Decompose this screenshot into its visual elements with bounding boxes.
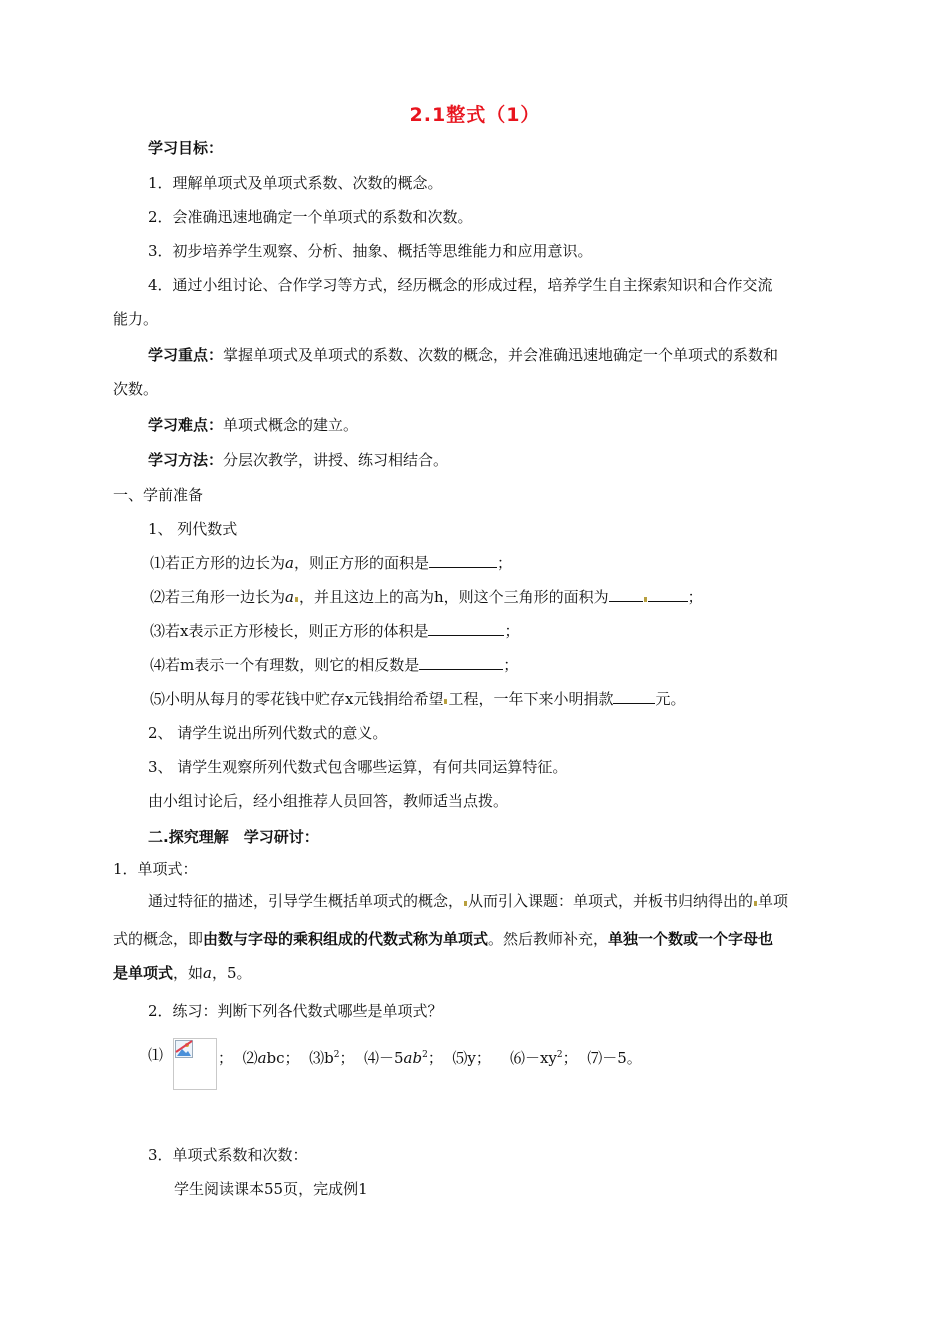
exercise-7: ⑺－5。 (587, 1049, 642, 1067)
monomial-paragraph-line2 (113, 928, 773, 950)
exercise-4-var: ab (403, 1049, 423, 1067)
section2-item1: 1．单项式： (113, 860, 198, 878)
question-3 (150, 620, 519, 642)
section1-sub2: 2、 请学生说出所列代数式的意义。 (148, 724, 388, 742)
objectives-heading: 学习目标： (148, 139, 224, 157)
page-title: 2.1整式（1） (409, 104, 541, 126)
question-5-tail: 元。 (655, 690, 686, 708)
exercise-2-var: a (257, 1049, 267, 1067)
monomial-paragraph-line3 (113, 962, 252, 984)
p3-var: a (203, 964, 212, 982)
exercise-2-end: bc； (266, 1049, 300, 1067)
difficulty-label: 学习难点： (148, 416, 224, 434)
exercise-5: ⑸y； (452, 1049, 491, 1067)
question-5-text-a: ⑸小明从每月的零花钱中贮存x元钱捐给希望 (150, 690, 444, 708)
exercise-4-end: ； (427, 1049, 443, 1067)
p2-a: 式的概念，即 (113, 930, 204, 948)
objective-3: 3．初步培养学生观察、分析、抽象、概括等思维能力和应用意识。 (148, 242, 593, 260)
exercise-3-sup: 2 (333, 1050, 340, 1060)
exercise-6: ⑹－xy (509, 1049, 557, 1067)
p3-b: ，5。 (211, 964, 252, 982)
exercise-list (218, 1044, 642, 1069)
question-4-tail: ； (503, 656, 519, 674)
edit-mark (754, 901, 757, 906)
exercise-2: ⑵ (242, 1049, 258, 1067)
answer-blank-2a[interactable] (609, 587, 643, 602)
objective-1: 1．理解单项式及单项式系数、次数的概念。 (148, 174, 443, 192)
exercise-1-end: ； (218, 1049, 234, 1067)
question-3-text: ⑶若x表示正方形棱长，则正方形的体积是 (150, 622, 429, 640)
question-3-tail: ； (504, 622, 520, 640)
method-text: 分层次教学，讲授、练习相结合。 (223, 451, 449, 469)
exercise-6-end: ； (562, 1049, 578, 1067)
question-1-tail: ； (496, 554, 512, 572)
key-points-label: 学习重点： (148, 346, 224, 364)
question-2 (150, 586, 703, 608)
objective-2: 2．会准确迅速地确定一个单项式的系数和次数。 (148, 208, 473, 226)
exercise-4: ⑷－5 (364, 1049, 404, 1067)
section1-note: 由小组讨论后，经小组推荐人员回答，教师适当点拨。 (148, 792, 509, 810)
p1-b: 从而引入课题：单项式，并板书归纳得出的 (468, 892, 754, 910)
section2-item2: 2．练习：判断下列各代数式哪些是单项式？ (148, 1002, 443, 1020)
exercise-6-sup: 2 (556, 1050, 563, 1060)
difficulty (148, 414, 358, 436)
edit-mark (464, 901, 467, 906)
section2-item3: 3．单项式系数和次数： (148, 1146, 308, 1164)
section1-sub1: 1、 列代数式 (148, 520, 238, 538)
question-2-var: a (285, 588, 294, 606)
section1-sub3: 3、 请学生观察所列代数式包含哪些运算，有何共同运算特征。 (148, 758, 568, 776)
question-2-text: ⑵若三角形一边长为 (150, 588, 286, 606)
objective-4: 4．通过小组讨论、合作学习等方式，经历概念的形成过程，培养学生自主探索知识和合作交流 (148, 276, 773, 294)
monomial-supplement-end: 是单项式 (113, 964, 174, 982)
answer-blank-1[interactable] (429, 553, 497, 568)
answer-blank-4[interactable] (419, 655, 503, 670)
answer-blank-2b[interactable] (648, 587, 688, 602)
objective-4-continued: 能力。 (113, 310, 159, 328)
edit-mark (644, 597, 647, 602)
key-points (148, 344, 778, 366)
key-points-text: 掌握单项式及单项式的系数、次数的概念，并会准确迅速地确定一个单项式的系数和 (223, 346, 779, 364)
exercise-1-label: ⑴ (148, 1046, 164, 1064)
exercise-3: ⑶b (309, 1049, 334, 1067)
p3-a: ，如 (173, 964, 204, 982)
question-5 (150, 688, 686, 710)
exercise-4-sup: 2 (422, 1050, 428, 1060)
exercise-3-end: ； (339, 1049, 355, 1067)
monomial-supplement: 单独一个数或一个字母也 (608, 930, 774, 948)
question-4-text: ⑷若m表示一个有理数，则它的相反数是 (150, 656, 420, 674)
question-4 (150, 654, 518, 676)
method (148, 449, 448, 471)
question-1-text: ⑴若正方形的边长为 (150, 554, 286, 572)
answer-blank-3[interactable] (428, 621, 504, 636)
question-5-text-b: 工程，一年下来小明捐款 (448, 690, 614, 708)
answer-blank-5[interactable] (613, 689, 655, 704)
p1-c: 单项 (758, 892, 789, 910)
question-2-mid: ，并且这边上的高为h，则这个三角形的面积为 (298, 588, 609, 606)
question-1 (150, 552, 512, 574)
broken-image-placeholder (173, 1038, 217, 1090)
monomial-paragraph-line1 (148, 890, 788, 912)
question-1-var: a (285, 554, 294, 572)
broken-image-icon (175, 1040, 193, 1058)
p2-b: 。然后教师补充， (488, 930, 609, 948)
key-points-continued: 次数。 (113, 380, 159, 398)
reading-task: 学生阅读课本55页，完成例1 (174, 1180, 368, 1198)
difficulty-text: 单项式概念的建立。 (223, 416, 359, 434)
question-1-end: ，则正方形的面积是 (293, 554, 429, 572)
method-label: 学习方法： (148, 451, 224, 469)
p1-a: 通过特征的描述，引导学生概括单项式的概念， (148, 892, 464, 910)
section1-heading: 一、学前准备 (113, 486, 204, 504)
monomial-definition: 由数与字母的乘积组成的代数式称为单项式 (203, 930, 489, 948)
section2-heading: 二.探究理解 学习研讨： (148, 828, 319, 846)
edit-mark (295, 597, 298, 602)
question-2-tail: ； (687, 588, 703, 606)
